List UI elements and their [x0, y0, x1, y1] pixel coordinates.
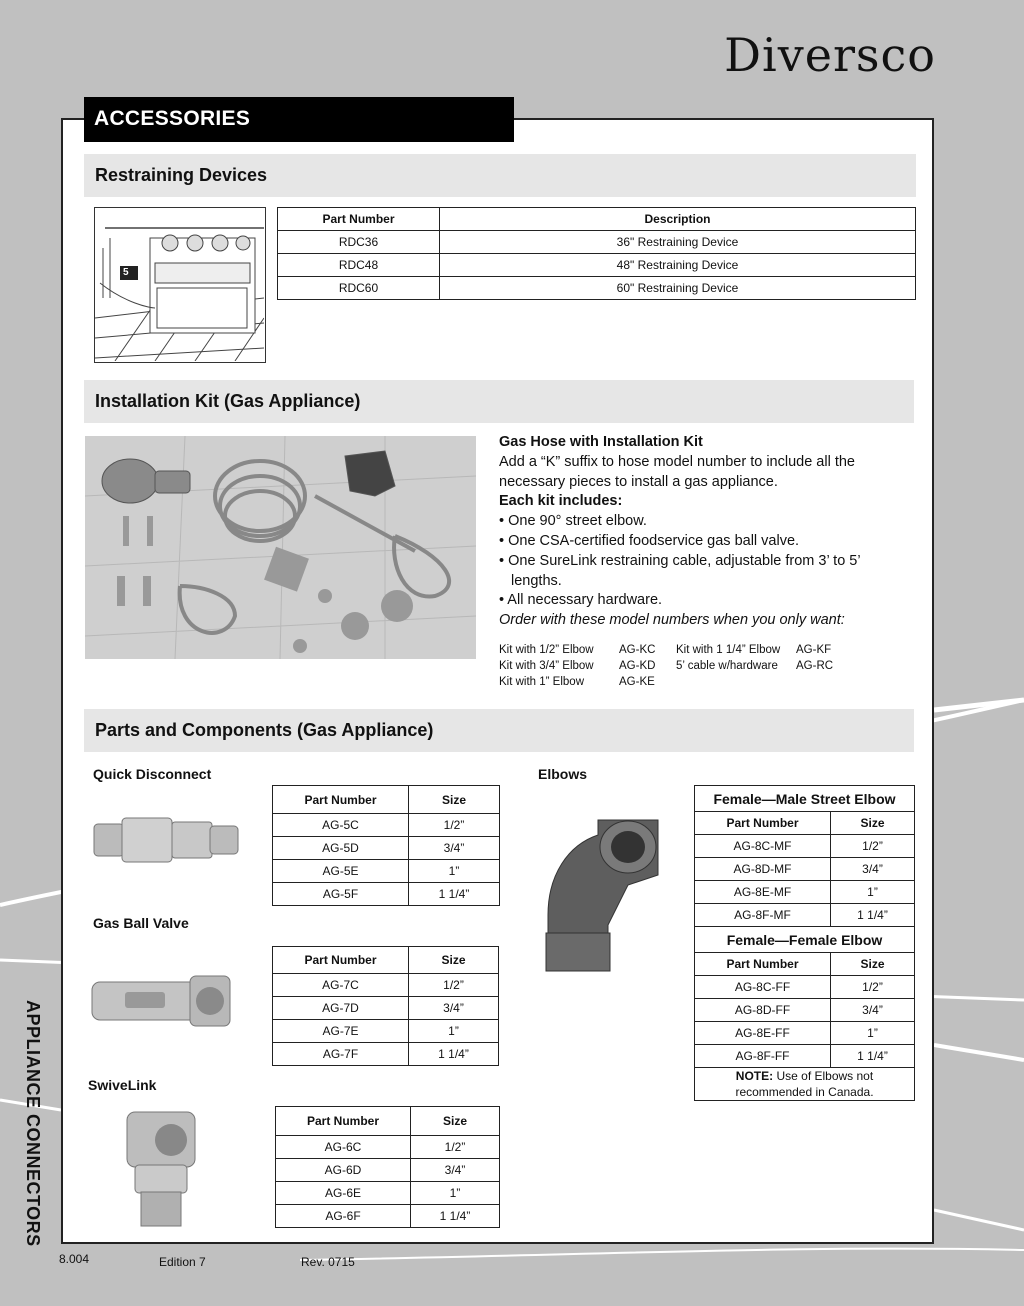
order-item-label: Kit with 1” Elbow	[499, 676, 585, 688]
description: 48" Restraining Device	[440, 254, 916, 277]
install-kit-description	[499, 433, 899, 631]
part-number: AG-8C-FF	[695, 976, 831, 999]
table-row	[695, 999, 915, 1022]
order-item-code: AG-KF	[796, 644, 832, 656]
gas-ball-valve-image	[90, 972, 233, 1034]
footer-edition: Edition 7	[159, 1255, 206, 1269]
table-row	[695, 881, 915, 904]
column-header: Size	[409, 786, 500, 814]
order-item-label: 5’ cable w/hardware	[676, 660, 778, 672]
table-row	[278, 231, 916, 254]
column-header: Part Number	[695, 812, 831, 835]
footer-page-number: 8.004	[59, 1252, 90, 1266]
installation-kit-image	[85, 436, 476, 659]
table-row	[273, 1020, 499, 1043]
gas-ball-valve-table	[272, 946, 499, 1066]
swivelink-image	[123, 1110, 199, 1228]
part-number: AG-5C	[273, 814, 409, 837]
size: 1”	[411, 1182, 500, 1205]
part-number: AG-6C	[276, 1136, 411, 1159]
table-row	[695, 1022, 915, 1045]
part-number: AG-7F	[273, 1043, 409, 1066]
description: 36" Restraining Device	[440, 231, 916, 254]
size: 1 1/4”	[409, 883, 500, 906]
table-row	[695, 1045, 915, 1068]
table-row	[695, 904, 915, 927]
part-number: AG-8F-MF	[695, 904, 831, 927]
part-number: AG-8E-FF	[695, 1022, 831, 1045]
order-item-code: AG-KE	[619, 676, 655, 688]
size: 3/4”	[831, 858, 915, 881]
kit-includes-label: Each kit includes:	[499, 493, 623, 510]
part-number: AG-6D	[276, 1159, 411, 1182]
table-row	[695, 858, 915, 881]
table-row	[278, 254, 916, 277]
table-row	[276, 1159, 500, 1182]
size: 1 1/4”	[831, 1045, 915, 1068]
section-restraining-title: Restraining Devices	[84, 154, 916, 197]
section-parts-title: Parts and Components (Gas Appliance)	[84, 709, 914, 752]
table-row	[273, 883, 500, 906]
column-header: Size	[409, 947, 499, 974]
order-item-code: AG-KD	[619, 660, 656, 672]
size: 1”	[409, 1020, 499, 1043]
size: 1/2”	[409, 814, 500, 837]
size: 1 1/4”	[409, 1043, 499, 1066]
size: 1”	[831, 881, 915, 904]
elbow-image	[538, 815, 663, 973]
part-number: AG-8D-FF	[695, 999, 831, 1022]
brand-logo: Diversco	[724, 28, 936, 82]
note-label: NOTE:	[735, 1069, 774, 1083]
order-item-code: AG-RC	[796, 660, 834, 672]
size: 1”	[409, 860, 500, 883]
size: 1/2”	[411, 1136, 500, 1159]
kit-heading: Gas Hose with Installation Kit	[499, 434, 703, 450]
table-row	[273, 860, 500, 883]
elbow-table	[694, 785, 915, 1101]
size: 3/4”	[409, 837, 500, 860]
page-title: ACCESSORIES	[84, 97, 514, 142]
size: 3/4”	[409, 997, 499, 1020]
swivelink-table	[275, 1106, 500, 1228]
kit-bullet: • One 90° street elbow.	[499, 513, 647, 530]
section-install-kit-title: Installation Kit (Gas Appliance)	[84, 380, 914, 423]
part-number: RDC60	[278, 277, 440, 300]
note-text: Use of Elbows not recommended in Canada.	[735, 1069, 874, 1099]
description: 60" Restraining Device	[440, 277, 916, 300]
size: 1/2”	[831, 835, 915, 858]
size: 1/2”	[831, 976, 915, 999]
female-elbow-title: Female—Female Elbow	[695, 927, 915, 953]
kit-bullet: • One CSA-certified foodservice gas ball valve.	[499, 532, 800, 549]
size: 1”	[831, 1022, 915, 1045]
elbows-label: Elbows	[538, 766, 588, 782]
part-number: AG-7E	[273, 1020, 409, 1043]
quick-disconnect-table	[272, 785, 500, 906]
order-item-label: Kit with 1/2” Elbow	[499, 644, 594, 656]
column-header: Part Number	[695, 953, 831, 976]
table-row	[276, 1205, 500, 1228]
male-elbow-title: Female—Male Street Elbow	[695, 786, 915, 812]
quick-disconnect-label: Quick Disconnect	[93, 766, 212, 782]
part-number: AG-8F-FF	[695, 1045, 831, 1068]
table-row	[695, 835, 915, 858]
part-number: RDC48	[278, 254, 440, 277]
table-row	[273, 837, 500, 860]
kit-order-note: Order with these model numbers when you only want:	[499, 612, 845, 629]
column-header: Description	[440, 208, 916, 231]
size: 1/2”	[409, 974, 499, 997]
image-callout: 5	[123, 267, 129, 278]
column-header: Part Number	[273, 947, 409, 974]
column-header: Size	[411, 1107, 500, 1136]
quick-disconnect-image	[92, 812, 240, 868]
table-row	[273, 997, 499, 1020]
side-category-label: APPLIANCE CONNECTORS	[23, 1000, 43, 1247]
restraining-table	[277, 207, 916, 300]
table-row	[276, 1136, 500, 1159]
table-row	[276, 1182, 500, 1205]
column-header: Size	[831, 812, 915, 835]
elbow-note	[695, 1068, 915, 1101]
table-row	[273, 974, 499, 997]
part-number: AG-7D	[273, 997, 409, 1020]
order-item-label: Kit with 1 1/4” Elbow	[676, 644, 781, 656]
table-row	[273, 814, 500, 837]
part-number: RDC36	[278, 231, 440, 254]
part-number: AG-8D-MF	[695, 858, 831, 881]
column-header: Part Number	[278, 208, 440, 231]
part-number: AG-8C-MF	[695, 835, 831, 858]
kit-bullet: • All necessary hardware.	[499, 592, 663, 609]
column-header: Size	[831, 953, 915, 976]
table-row	[695, 976, 915, 999]
part-number: AG-8E-MF	[695, 881, 831, 904]
size: 1 1/4”	[831, 904, 915, 927]
part-number: AG-6F	[276, 1205, 411, 1228]
order-item-code: AG-KC	[619, 644, 656, 656]
kit-bullet: • One SureLink restraining cable, adjustable from 3’ to 5’ lengths.	[499, 552, 861, 589]
size: 1 1/4”	[411, 1205, 500, 1228]
part-number: AG-5D	[273, 837, 409, 860]
restraining-device-image	[94, 207, 266, 363]
part-number: AG-7C	[273, 974, 409, 997]
table-row	[278, 277, 916, 300]
column-header: Part Number	[273, 786, 409, 814]
table-row	[273, 1043, 499, 1066]
size: 3/4”	[411, 1159, 500, 1182]
footer-revision: Rev. 0715	[301, 1255, 355, 1269]
order-item-label: Kit with 3/4” Elbow	[499, 660, 594, 672]
swivelink-label: SwiveLink	[88, 1077, 157, 1093]
part-number: AG-6E	[276, 1182, 411, 1205]
gas-ball-valve-label: Gas Ball Valve	[93, 915, 189, 931]
part-number: AG-5E	[273, 860, 409, 883]
size: 3/4”	[831, 999, 915, 1022]
kit-intro: Add a “K” suffix to hose model number to include all the necessary pieces to install a gas appliance.	[499, 453, 855, 490]
part-number: AG-5F	[273, 883, 409, 906]
column-header: Part Number	[276, 1107, 411, 1136]
